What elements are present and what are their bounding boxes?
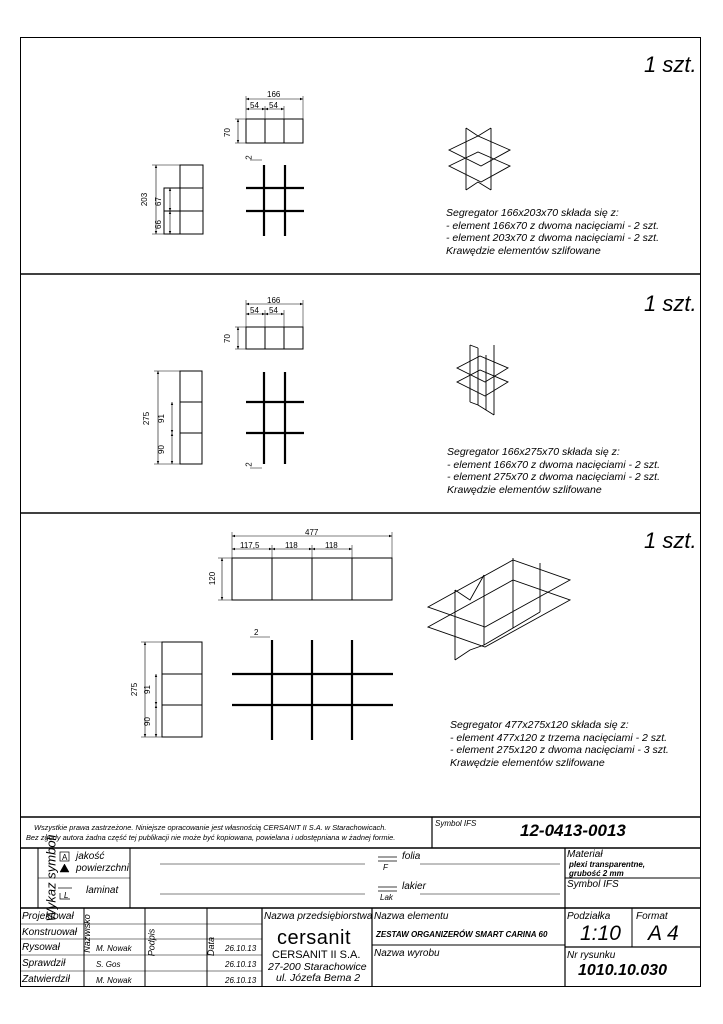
- company-city: 27-200 Starachowice: [268, 961, 367, 973]
- zatwierdzil-name: M. Nowak: [96, 976, 132, 985]
- dim-side-total: 275: [142, 411, 152, 426]
- dim-width-total: 166: [267, 296, 281, 305]
- scale-label: Podziałka: [567, 911, 611, 922]
- drawing-number-value: 1010.10.030: [578, 962, 667, 979]
- desc-line: - element 275x70 z dwoma nacięciami - 2 szt.: [447, 471, 661, 483]
- product-label: Nazwa wyrobu: [374, 948, 440, 959]
- material-label: Materiał: [567, 849, 603, 860]
- role-zatwierdzil: Zatwierdził: [22, 974, 70, 985]
- dim-side-low: 90: [156, 445, 166, 454]
- copyright-line-2: Bez zgody autora żadna część tej publikacji nie może być kopiowana, powielana i udostępniana w żadnej formie.: [26, 833, 396, 842]
- section-3-description: [450, 719, 669, 769]
- dim-cell-1: 117,5: [240, 541, 260, 550]
- symbol-ifs-label: Symbol IFS: [435, 819, 477, 828]
- dim-height: 120: [208, 571, 218, 586]
- company-street: ul. Józefa Bema 2: [276, 972, 361, 984]
- dim-cell-1: 54: [250, 101, 259, 110]
- data-label: Data: [206, 936, 217, 957]
- date-2: 26.10.13: [225, 960, 257, 969]
- dim-cell-2: 118: [285, 541, 298, 550]
- format-label: Format: [636, 911, 668, 922]
- powierzchni-label: powierzchni: [76, 863, 129, 874]
- desc-line: - element 166x70 z dwoma nacięciami - 2 szt.: [446, 219, 660, 232]
- company-label: Nazwa przedsiębiorstwa: [264, 911, 373, 922]
- date-3: 26.10.13: [225, 976, 257, 985]
- symbol-ifs-label-2: Symbol IFS: [567, 879, 619, 890]
- desc-line: Krawędzie elementów szlifowane: [447, 483, 602, 496]
- nazwisko-label: Nazwisko: [81, 914, 92, 953]
- lakier-symbol: Lak: [380, 893, 393, 902]
- role-rysowal: Rysował: [22, 942, 60, 953]
- wykaz-text: Wykaz symboli: [43, 834, 59, 922]
- wykaz-symboli-label: [44, 835, 58, 922]
- symbol-ifs-value: 12-0413-0013: [520, 821, 626, 840]
- dim-gap: 2: [244, 155, 254, 160]
- dim-height: 70: [222, 334, 232, 343]
- laminat-symbol: L: [64, 891, 69, 900]
- dim-side-mid: 91: [156, 414, 166, 423]
- dim-cell-2: 54: [269, 101, 278, 110]
- desc-line: - element 203x70 z dwoma nacięciami - 2 szt.: [446, 232, 660, 244]
- jakosc-symbol: A: [62, 853, 68, 862]
- section-3-views: [141, 532, 570, 740]
- company-name: CERSANIT II S.A.: [272, 949, 361, 961]
- section-1-description: [446, 207, 659, 257]
- dim-cell-2: 54: [269, 306, 278, 315]
- dim-side-low: 66: [153, 220, 163, 229]
- dim-height: 70: [222, 128, 232, 137]
- drawing-number-label: Nr rysunku: [567, 950, 616, 961]
- format-value: A 4: [648, 922, 679, 945]
- company-logo: cersanit: [277, 927, 352, 949]
- desc-line: - element 275x120 z dwoma nacięciami - 3 szt.: [450, 744, 669, 756]
- lakier-label: lakier: [402, 881, 426, 892]
- desc-line: - element 166x70 z dwoma nacięciami - 2 szt.: [447, 458, 661, 471]
- dim-cell-3: 118: [325, 541, 338, 550]
- section-1-quantity: 1 szt.: [644, 52, 697, 77]
- folia-label: folia: [402, 851, 421, 862]
- section-3-quantity: 1 szt.: [644, 528, 697, 553]
- rysowal-name: M. Nowak: [96, 944, 132, 953]
- desc-line: Segregator 166x275x70 składa się z:: [447, 446, 620, 458]
- section-2-views: [154, 300, 508, 468]
- jakosc-label: jakość: [76, 851, 105, 862]
- podpis-label: Podpis: [146, 928, 157, 957]
- role-projektowal: Projektował: [22, 911, 74, 922]
- dim-side-mid: 91: [142, 685, 152, 694]
- desc-line: Segregator 477x275x120 składa się z:: [450, 719, 629, 731]
- dim-side-mid: 67: [153, 197, 163, 206]
- dim-side-total: 203: [140, 192, 150, 207]
- scale-value: 1:10: [580, 922, 621, 945]
- desc-line: Krawędzie elementów szlifowane: [450, 756, 605, 769]
- material-value-2: grubość 2 mm: [569, 869, 624, 878]
- dim-width-total: 477: [305, 528, 319, 537]
- laminat-label: laminat: [86, 885, 119, 896]
- date-1: 26.10.13: [225, 944, 257, 953]
- dim-gap: 2: [254, 628, 259, 637]
- sprawdzil-name: S. Gos: [96, 960, 121, 969]
- role-sprawdzil: Sprawdził: [22, 958, 66, 969]
- dim-side-total: 275: [130, 682, 140, 697]
- element-value: ZESTAW ORGANIZERÓW SMART CARINA 60: [376, 930, 548, 939]
- copyright-line-1: Wszystkie prawa zastrzeżone. Niniejsze opracowanie jest własnością CERSANIT II S.A. w Starachowicach.: [34, 823, 387, 832]
- section-2-description: [447, 446, 660, 496]
- desc-line: Krawędzie elementów szlifowane: [446, 244, 601, 257]
- material-value-1: plexi transparentne,: [569, 860, 646, 869]
- dim-gap: 2: [244, 462, 254, 467]
- desc-line: - element 477x120 z trzema nacięciami - 2 szt.: [450, 731, 668, 744]
- dim-cell-1: 54: [250, 306, 259, 315]
- element-label: Nazwa elementu: [374, 911, 449, 922]
- desc-line: Segregator 166x203x70 składa się z:: [446, 207, 619, 219]
- section-2-quantity: 1 szt.: [644, 291, 697, 316]
- dim-width-total: 166: [267, 90, 281, 99]
- role-konstruowal: Konstruował: [22, 927, 78, 938]
- dim-side-low: 90: [142, 717, 152, 726]
- folia-symbol: F: [383, 863, 388, 872]
